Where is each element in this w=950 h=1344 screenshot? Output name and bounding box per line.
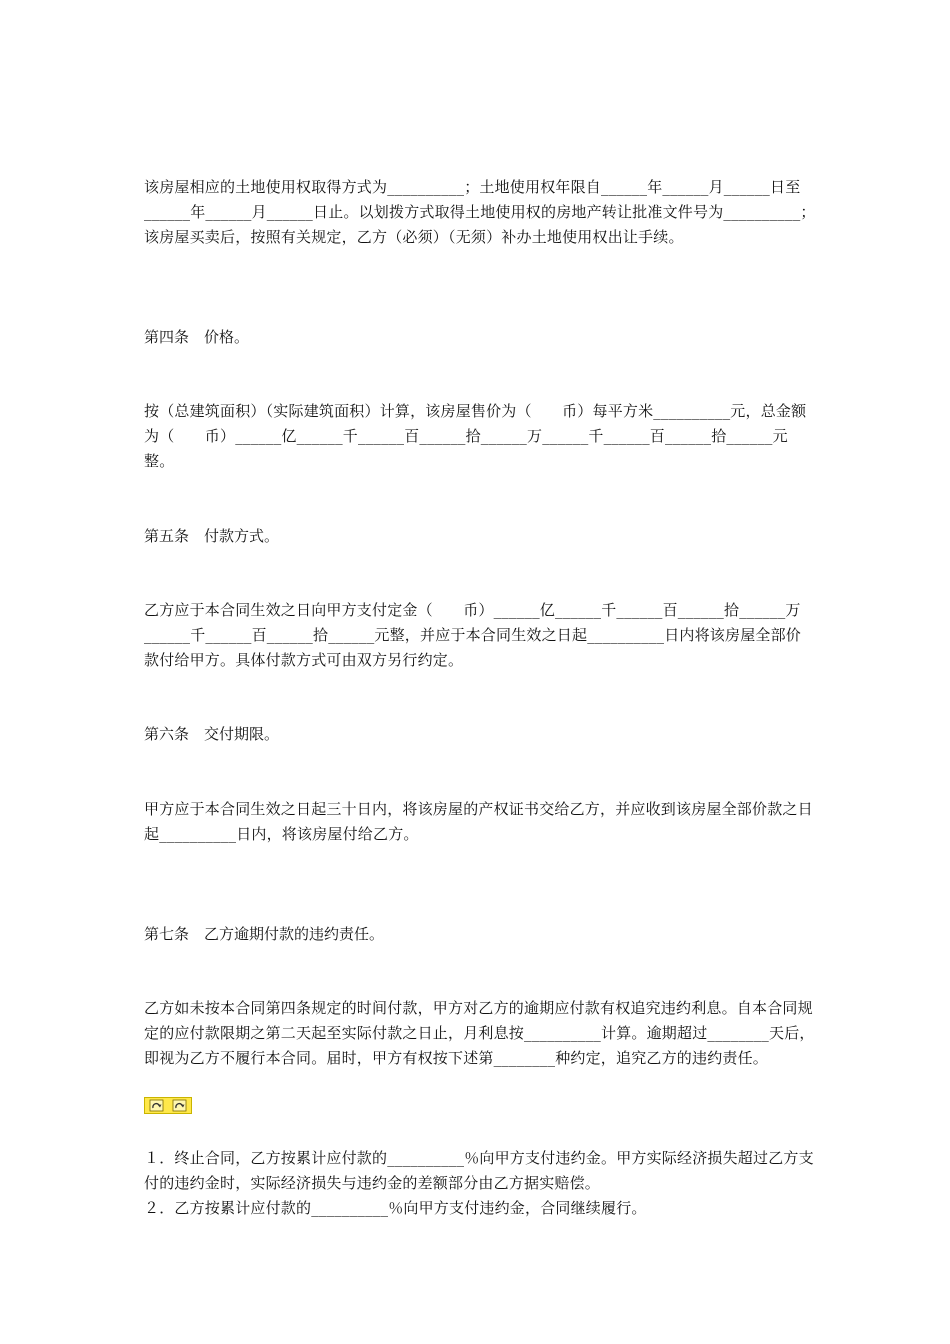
article-7-body: 乙方如未按本合同第四条规定的时间付款，甲方对乙方的逾期应付款有权追究违约利息。自本合同规定的应付款限期之第二天起至实际付款之日止，月利息按__________计算。逾期超过________天后，即视为乙方不履行本合同。届时，甲方有权按下述第________种约定，追究乙方的违约责任。 xyxy=(144,999,815,1067)
article-6-title: 第六条 交付期限。 xyxy=(144,725,280,743)
article-6-body: 甲方应于本合同生效之日起三十日内，将该房屋的产权证书交给乙方，并应收到该房屋全部价款之日起__________日内，将该房屋付给乙方。 xyxy=(144,800,813,843)
inline-icon-group[interactable] xyxy=(144,1097,192,1114)
article-5-title: 第五条 付款方式。 xyxy=(144,527,280,545)
article-7-title: 第七条 乙方逾期付款的违约责任。 xyxy=(144,925,385,943)
refresh-icon[interactable] xyxy=(149,1099,164,1112)
penalty-item-1: １．终止合同，乙方按累计应付款的__________％向甲方支付违约金。甲方实际经济损失超过乙方支付的违约金时，实际经济损失与违约金的差额部分由乙方据实赔偿。 xyxy=(144,1149,814,1192)
land-use-paragraph: 该房屋相应的土地使用权取得方式为__________；土地使用权年限自______年______月______日至______年______月______日止。以划拨方式取得土地使用权的房地产转让批准文件号为__________；该房屋买卖后，按照有关规定，乙方（必须）（无须）补办土地使用权出让手续。 xyxy=(144,178,816,246)
article-5-body: 乙方应于本合同生效之日向甲方支付定金（ 币）______亿______千______百______拾______万______千______百______拾______元整，并应于本合同生效之日起__________日内将该房屋全部价款付给甲方。具体付款方式可由双方另行约定。 xyxy=(144,601,802,669)
refresh-icon[interactable] xyxy=(172,1099,187,1112)
penalty-item-2: ２．乙方按累计应付款的__________％向甲方支付违约金，合同继续履行。 xyxy=(144,1199,647,1217)
article-4-title: 第四条 价格。 xyxy=(144,328,250,346)
article-4-body: 按（总建筑面积）（实际建筑面积）计算，该房屋售价为（ 币）每平方米__________元，总金额为（ 币）______亿______千______百______拾______万______千______百______拾______元整。 xyxy=(144,402,807,470)
